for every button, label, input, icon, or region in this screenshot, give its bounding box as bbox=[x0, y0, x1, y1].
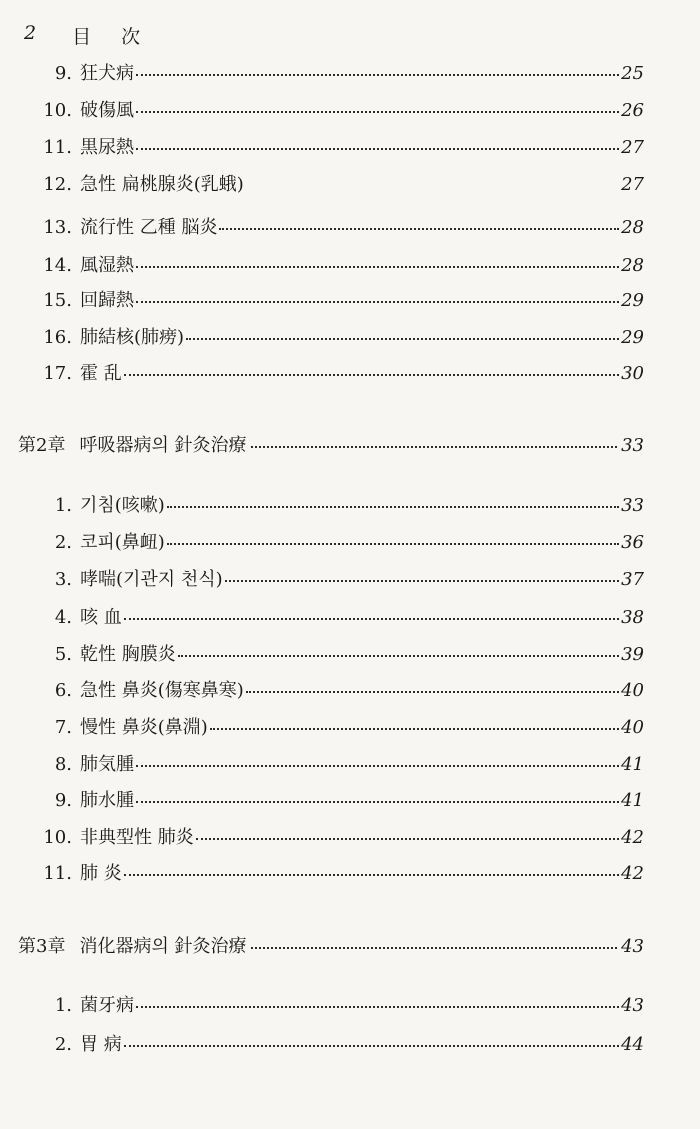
entry-number: 5. bbox=[54, 644, 72, 665]
toc-entry bbox=[38, 531, 644, 555]
entry-number: 14. bbox=[43, 255, 72, 276]
toc-entry bbox=[38, 173, 644, 197]
entry-title: 코피(鼻衄) bbox=[80, 532, 165, 553]
dot-leader bbox=[124, 1035, 619, 1047]
entry-title: 기침(咳嗽) bbox=[80, 495, 165, 516]
entry-page: 28 bbox=[621, 217, 644, 238]
entry-title: 肺気腫 bbox=[80, 754, 134, 775]
entry-page: 27 bbox=[621, 174, 644, 195]
toc-entry bbox=[38, 99, 644, 123]
entry-number: 11. bbox=[43, 863, 72, 884]
entry-number: 9. bbox=[54, 63, 72, 84]
entry-title: 風湿熱 bbox=[80, 255, 134, 276]
dot-leader bbox=[136, 996, 619, 1008]
page-number: 2 bbox=[24, 22, 37, 44]
entry-title: 咳 血 bbox=[80, 607, 122, 628]
entry-number: 1. bbox=[54, 495, 72, 516]
entry-title: 胃 病 bbox=[80, 1034, 122, 1055]
entry-page: 25 bbox=[621, 63, 644, 84]
chapter-label: 第2章 bbox=[18, 435, 66, 456]
toc-entry bbox=[38, 289, 644, 313]
toc-entry bbox=[38, 254, 644, 278]
entry-number: 7. bbox=[54, 717, 72, 738]
toc-entry bbox=[38, 362, 644, 386]
dot-leader bbox=[167, 533, 619, 545]
entry-number: 12. bbox=[43, 174, 72, 195]
chapter-title: 消化器病의 針灸治療 bbox=[79, 936, 247, 957]
entry-page: 30 bbox=[621, 363, 644, 384]
page-title: 目 次 bbox=[72, 26, 153, 48]
toc-entry bbox=[38, 826, 644, 850]
dot-leader bbox=[251, 937, 618, 949]
entry-page: 42 bbox=[621, 863, 644, 884]
entry-title: 黒尿熱 bbox=[80, 137, 134, 158]
entry-title: 流行性 乙種 脳炎 bbox=[80, 217, 218, 238]
toc-entry bbox=[38, 753, 644, 777]
entry-page: 29 bbox=[621, 327, 644, 348]
dot-leader bbox=[246, 681, 619, 693]
entry-page: 40 bbox=[621, 680, 644, 701]
toc-entry bbox=[38, 716, 644, 740]
entry-page: 44 bbox=[621, 1034, 644, 1055]
toc-entry bbox=[38, 216, 644, 240]
entry-page: 41 bbox=[621, 790, 644, 811]
entry-page: 41 bbox=[621, 754, 644, 775]
toc-entry bbox=[38, 494, 644, 518]
dot-leader bbox=[124, 864, 619, 876]
dot-leader bbox=[124, 608, 619, 620]
chapter-page: 33 bbox=[621, 435, 644, 456]
entry-number: 6. bbox=[54, 680, 72, 701]
dot-leader bbox=[124, 364, 619, 376]
toc-entry bbox=[38, 1033, 644, 1057]
entry-title: 乾性 胸膜炎 bbox=[80, 644, 176, 665]
chapter-label: 第3章 bbox=[18, 936, 66, 957]
toc-entry bbox=[38, 136, 644, 160]
entry-title: 急性 鼻炎(傷寒鼻寒) bbox=[80, 680, 244, 701]
toc-entry bbox=[38, 679, 644, 703]
entry-page: 38 bbox=[621, 607, 644, 628]
toc-entry bbox=[38, 606, 644, 630]
entry-page: 33 bbox=[621, 495, 644, 516]
chapter-page: 43 bbox=[621, 936, 644, 957]
dot-leader bbox=[136, 256, 619, 268]
entry-title: 非典型性 肺炎 bbox=[80, 827, 194, 848]
entry-number: 2. bbox=[54, 1034, 72, 1055]
entry-title: 霍 乱 bbox=[80, 363, 122, 384]
entry-page: 40 bbox=[621, 717, 644, 738]
dot-leader bbox=[219, 218, 619, 230]
entry-page: 39 bbox=[621, 644, 644, 665]
entry-page: 27 bbox=[621, 137, 644, 158]
dot-leader bbox=[186, 328, 619, 340]
dot-leader bbox=[136, 291, 619, 303]
entry-title: 菌牙病 bbox=[80, 995, 134, 1016]
toc-entry bbox=[38, 643, 644, 667]
toc-entry bbox=[38, 789, 644, 813]
entry-number: 9. bbox=[54, 790, 72, 811]
entry-page: 26 bbox=[621, 100, 644, 121]
chapter-heading bbox=[18, 935, 644, 959]
entry-page: 37 bbox=[621, 569, 644, 590]
dot-leader bbox=[136, 138, 619, 150]
dot-leader bbox=[210, 718, 619, 730]
toc-entry bbox=[38, 994, 644, 1018]
dot-leader bbox=[136, 755, 619, 767]
entry-number: 2. bbox=[54, 532, 72, 553]
entry-number: 15. bbox=[43, 290, 72, 311]
blank-leader bbox=[246, 175, 619, 187]
entry-number: 4. bbox=[54, 607, 72, 628]
entry-title: 破傷風 bbox=[80, 100, 134, 121]
entry-title: 肺結核(肺痨) bbox=[80, 327, 185, 348]
page-header bbox=[24, 22, 152, 49]
entry-number: 17. bbox=[43, 363, 72, 384]
dot-leader bbox=[136, 101, 619, 113]
entry-page: 29 bbox=[621, 290, 644, 311]
toc-entry bbox=[38, 862, 644, 886]
entry-number: 16. bbox=[43, 327, 72, 348]
entry-title: 肺 炎 bbox=[80, 863, 122, 884]
entry-page: 28 bbox=[621, 255, 644, 276]
entry-title: 哮喘(기관지 천식) bbox=[80, 569, 223, 590]
entry-number: 1. bbox=[54, 995, 72, 1016]
chapter-heading bbox=[18, 434, 644, 458]
dot-leader bbox=[178, 645, 619, 657]
entry-number: 3. bbox=[54, 569, 72, 590]
entry-title: 慢性 鼻炎(鼻淵) bbox=[80, 717, 208, 738]
dot-leader bbox=[251, 436, 618, 448]
dot-leader bbox=[225, 570, 619, 582]
entry-title: 肺水腫 bbox=[80, 790, 134, 811]
entry-number: 13. bbox=[43, 217, 72, 238]
entry-title: 回歸熱 bbox=[80, 290, 134, 311]
dot-leader bbox=[167, 496, 619, 508]
dot-leader bbox=[136, 791, 619, 803]
dot-leader bbox=[196, 828, 619, 840]
entry-number: 10. bbox=[43, 827, 72, 848]
entry-number: 11. bbox=[43, 137, 72, 158]
entry-number: 8. bbox=[54, 754, 72, 775]
chapter-title: 呼吸器病의 針灸治療 bbox=[79, 435, 247, 456]
entry-title: 狂犬病 bbox=[80, 63, 134, 84]
toc-entry bbox=[38, 568, 644, 592]
entry-page: 43 bbox=[621, 995, 644, 1016]
entry-number: 10. bbox=[43, 100, 72, 121]
entry-page: 36 bbox=[621, 532, 644, 553]
toc-entry bbox=[38, 62, 644, 86]
entry-page: 42 bbox=[621, 827, 644, 848]
entry-title: 急性 扁桃腺炎(乳蛾) bbox=[80, 174, 244, 195]
dot-leader bbox=[136, 64, 619, 76]
toc-entry bbox=[38, 326, 644, 350]
